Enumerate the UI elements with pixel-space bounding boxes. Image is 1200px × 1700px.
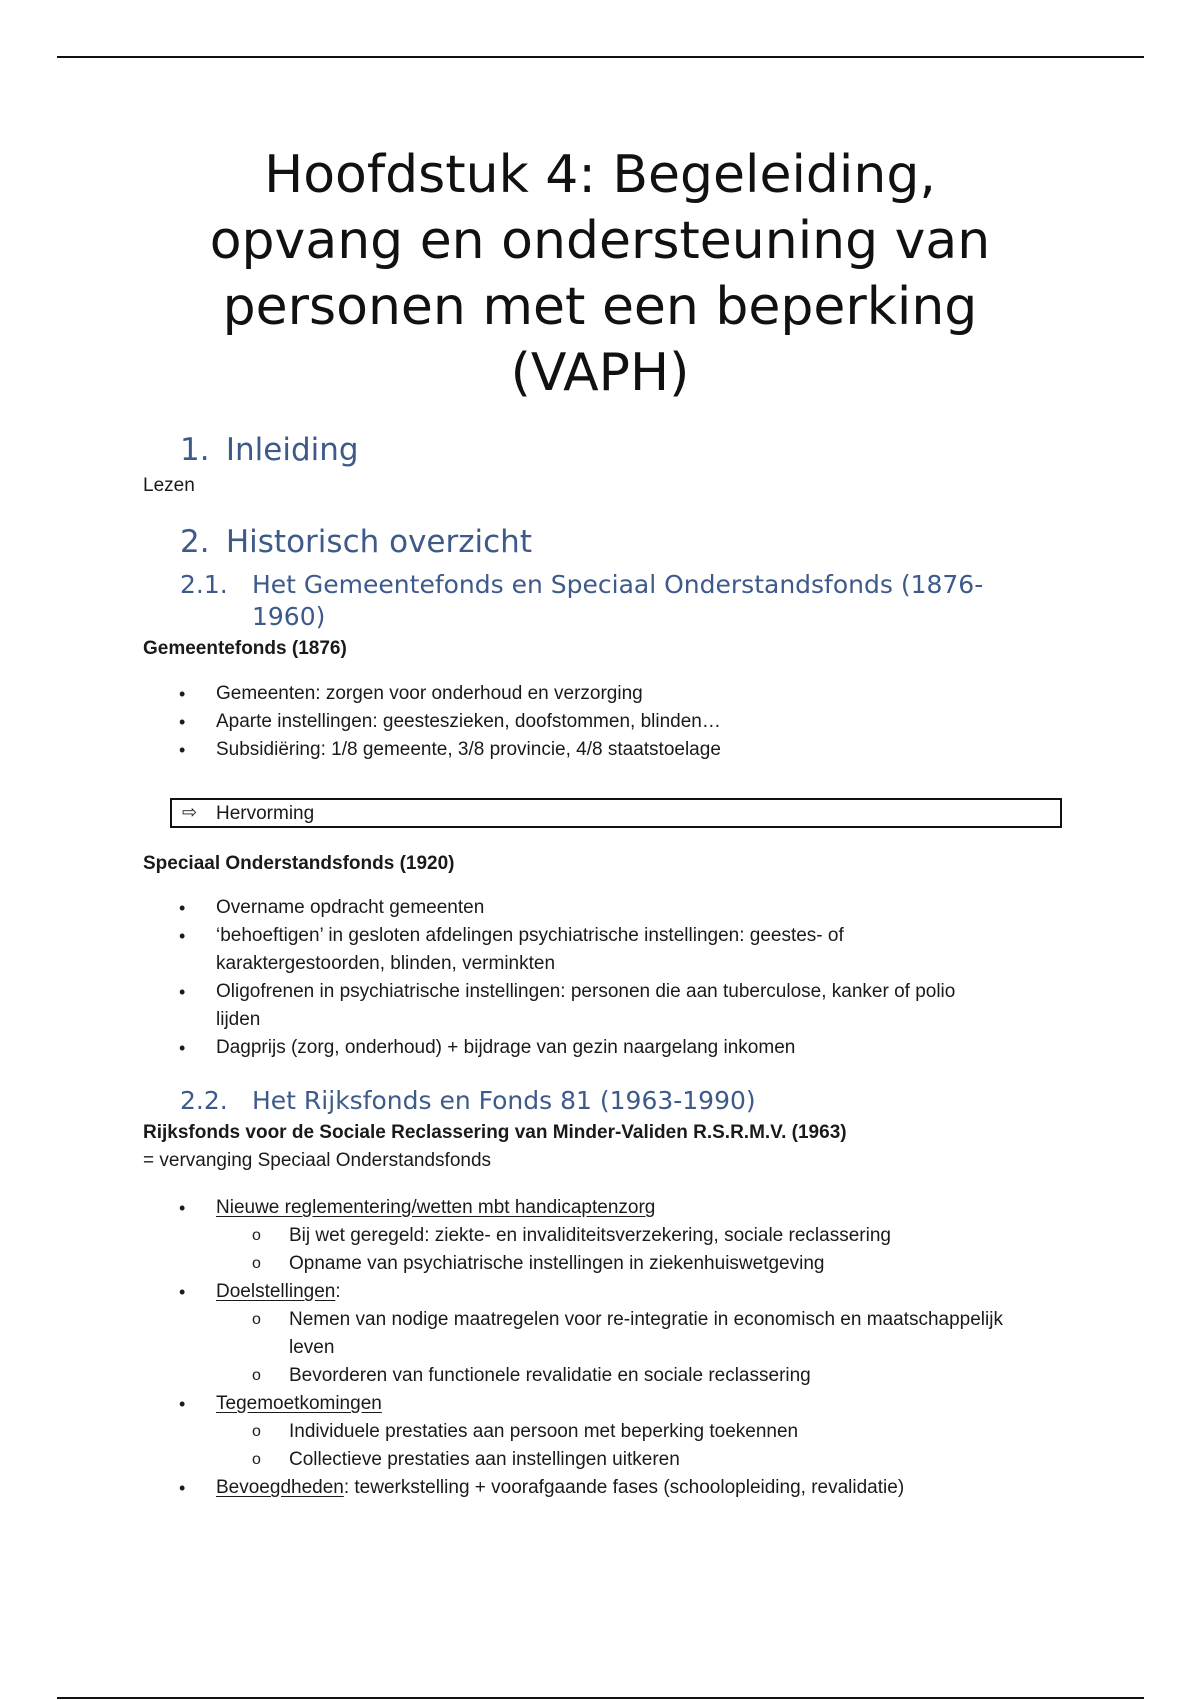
- header-rule: [57, 56, 1144, 58]
- subsection-2-1-heading: [180, 569, 1040, 633]
- circle-bullet-icon: o: [252, 1367, 261, 1384]
- speciaal-heading: Speciaal Onderstandsfonds (1920): [143, 853, 455, 874]
- sub-list-item: o Collectieve prestaties aan instellingen uitkeren: [216, 1446, 1063, 1474]
- list-item: • Gemeenten: zorgen voor onderhoud en verzorging: [143, 680, 1063, 708]
- hervorming-box: [170, 798, 1062, 828]
- subsection-number: 2.2.: [180, 1086, 228, 1115]
- section-2-heading: [180, 523, 532, 561]
- hervorming-label: Hervorming: [216, 803, 315, 824]
- title-line: opvang en ondersteuning van: [209, 211, 991, 271]
- rijksfonds-heading: Rijksfonds voor de Sociale Reclassering van Minder-Validen R.S.R.M.V. (1963): [143, 1122, 847, 1143]
- subsection-title-line: 1960): [252, 602, 326, 631]
- rijksfonds-subline: = vervanging Speciaal Onderstandsfonds: [143, 1150, 492, 1171]
- arrow-right-icon: ⇨: [182, 802, 198, 822]
- subsection-2-2-heading: [180, 1085, 1040, 1117]
- list-item: • Aparte instellingen: geesteszieken, doofstommen, blinden…: [143, 708, 1063, 736]
- page-title: [150, 142, 1050, 406]
- bullet-icon: •: [179, 982, 186, 1002]
- bullet-icon: •: [179, 1394, 186, 1414]
- sub-list-item: o Opname van psychiatrische instellingen in ziekenhuiswetgeving: [216, 1250, 1063, 1278]
- circle-bullet-icon: o: [252, 1451, 261, 1468]
- bullet-icon: •: [179, 712, 186, 732]
- bullet-icon: •: [179, 1038, 186, 1058]
- list-item: • Bevoegdheden: tewerkstelling + voorafgaande fases (schoolopleiding, revalidatie): [143, 1474, 1063, 1502]
- list-item: • Doelstellingen: o Nemen van nodige maatregelen voor re-integratie in economisch en maatschappelijk leven o Bevorderen van functionele revalidatie en sociale reclassering: [143, 1278, 1063, 1390]
- sub-list-item: o Bij wet geregeld: ziekte- en invaliditeitsverzekering, sociale reclassering: [216, 1222, 1063, 1250]
- footer-rule: [57, 1697, 1144, 1699]
- title-line: Hoofdstuk 4: Begeleiding,: [264, 145, 936, 205]
- list-item: • Dagprijs (zorg, onderhoud) + bijdrage van gezin naargelang inkomen: [143, 1034, 1063, 1062]
- section-title: Inleiding: [225, 432, 359, 468]
- subsection-title: Het Rijksfonds en Fonds 81 (1963-1990): [252, 1086, 756, 1115]
- sub-list-item: o Individuele prestaties aan persoon met beperking toekennen: [216, 1418, 1063, 1446]
- list-item: • Oligofrenen in psychiatrische instellingen: personen die aan tuberculose, kanker of polio lijden: [143, 978, 1063, 1034]
- section-number: 1.: [180, 432, 210, 468]
- circle-bullet-icon: o: [252, 1423, 261, 1440]
- subsection-number: 2.1.: [180, 570, 228, 599]
- bullet-icon: •: [179, 740, 186, 760]
- gemeentefonds-list: [143, 680, 1063, 764]
- bullet-icon: •: [179, 1198, 186, 1218]
- speciaal-list: [143, 894, 1063, 1062]
- circle-bullet-icon: o: [252, 1255, 261, 1272]
- section-1-text: Lezen: [143, 475, 195, 496]
- list-item: • Nieuwe reglementering/wetten mbt handicaptenzorg o Bij wet geregeld: ziekte- en invaliditeitsverzekering, sociale reclassering o Opname van psychiatrische instellingen in ziekenhuiswetgeving: [143, 1194, 1063, 1278]
- section-title: Historisch overzicht: [225, 524, 532, 560]
- list-item: • Overname opdracht gemeenten: [143, 894, 1063, 922]
- rijksfonds-list: [143, 1194, 1063, 1502]
- title-line: personen met een beperking: [222, 277, 978, 337]
- bullet-icon: •: [179, 1282, 186, 1302]
- title-line: (VAPH): [510, 343, 690, 403]
- circle-bullet-icon: o: [252, 1227, 261, 1244]
- section-number: 2.: [180, 524, 210, 560]
- section-1-heading: [180, 431, 359, 469]
- list-item: • Tegemoetkomingen o Individuele prestaties aan persoon met beperking toekennen o Collectieve prestaties aan instellingen uitkeren: [143, 1390, 1063, 1474]
- gemeentefonds-heading: Gemeentefonds (1876): [143, 638, 347, 659]
- list-item: • ‘behoeftigen’ in gesloten afdelingen psychiatrische instellingen: geestes- of karaktergestoorden, blinden, verminkten: [143, 922, 1063, 978]
- bullet-icon: •: [179, 684, 186, 704]
- subsection-title-line: Het Gemeentefonds en Speciaal Onderstandsfonds (1876-: [252, 570, 984, 599]
- sub-list-item: o Nemen van nodige maatregelen voor re-integratie in economisch en maatschappelijk leven: [216, 1306, 1063, 1362]
- bullet-icon: •: [179, 926, 186, 946]
- bullet-icon: •: [179, 898, 186, 918]
- bullet-icon: •: [179, 1478, 186, 1498]
- sub-list-item: o Bevorderen van functionele revalidatie en sociale reclassering: [216, 1362, 1063, 1390]
- circle-bullet-icon: o: [252, 1311, 261, 1328]
- list-item: • Subsidiëring: 1/8 gemeente, 3/8 provincie, 4/8 staatstoelage: [143, 736, 1063, 764]
